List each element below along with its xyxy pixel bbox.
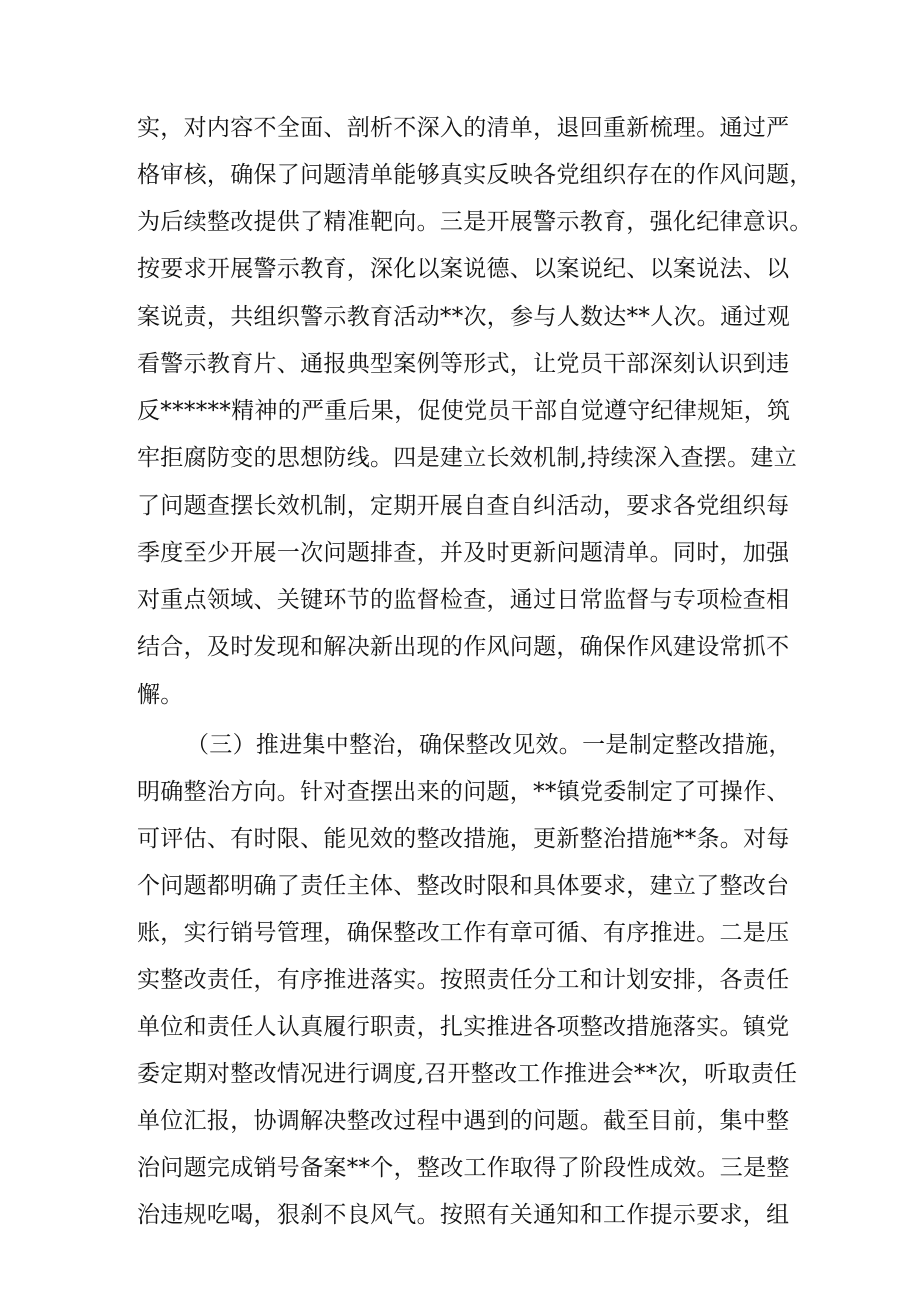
paragraph-line: 案说责，共组织警示教育活动**次，参与人数达**人次。通过观 [137,304,790,330]
paragraph-line: 格审核，确保了问题清单能够真实反映各党组织存在的作风问题， [137,162,813,188]
paragraph-line: 了问题查摆长效机制，定期开展自查自纠活动，要求各党组织每 [137,493,790,519]
paragraph-line: 明确整治方向。针对查摆出来的问题，**镇党委制定了可操作、 [137,779,790,805]
paragraph-line: 实整改责任，有序推进落实。按照责任分工和计划安排，各责任 [137,967,790,993]
section-heading-line: （三）推进集中整治，确保整改见效。一是制定整改措施， [186,732,792,758]
paragraph-line: 单位和责任人认真履行职责，扎实推进各项整改措施落实。镇党 [137,1014,790,1040]
paragraph-line: 账，实行销号管理，确保整改工作有章可循、有序推进。二是压 [137,920,790,946]
paragraph-line: 对重点领域、关键环节的监督检查，通过日常监督与专项检查相 [137,587,790,613]
paragraph-line: 治违规吃喝，狠刹不良风气。按照有关通知和工作提示要求，组 [137,1202,790,1228]
paragraph-line: 治问题完成销号备案**个，整改工作取得了阶段性成效。三是整 [137,1155,790,1181]
paragraph-line: 季度至少开展一次问题排查，并及时更新问题清单。同时，加强 [137,540,790,566]
paragraph-line: 为后续整改提供了精准靶向。三是开展警示教育，强化纪律意识。 [137,209,813,235]
paragraph-line: 个问题都明确了责任主体、整改时限和具体要求，建立了整改台 [137,873,790,899]
paragraph-line: 结合，及时发现和解决新出现的作风问题，确保作风建设常抓不 [137,634,790,660]
paragraph-line: 懈。 [137,682,184,708]
paragraph-line: 牢拒腐防变的思想防线。四是建立长效机制,持续深入查摆。建立 [137,445,798,471]
paragraph-line: 单位汇报，协调解决整改过程中遇到的问题。截至目前，集中整 [137,1108,790,1134]
paragraph-line: 按要求开展警示教育，深化以案说德、以案说纪、以案说法、以 [137,256,790,282]
paragraph-line: 委定期对整改情况进行调度,召开整改工作推进会**次，听取责任 [137,1061,798,1087]
paragraph-line: 实，对内容不全面、剖析不深入的清单，退回重新梳理。通过严 [137,115,790,141]
paragraph-line: 可评估、有时限、能见效的整改措施，更新整治措施**条。对每 [137,826,790,852]
paragraph-line: 看警示教育片、通报典型案例等形式，让党员干部深刻认识到违 [137,351,790,377]
paragraph-line: 反******精神的严重后果，促使党员干部自觉遵守纪律规矩，筑 [137,398,791,424]
